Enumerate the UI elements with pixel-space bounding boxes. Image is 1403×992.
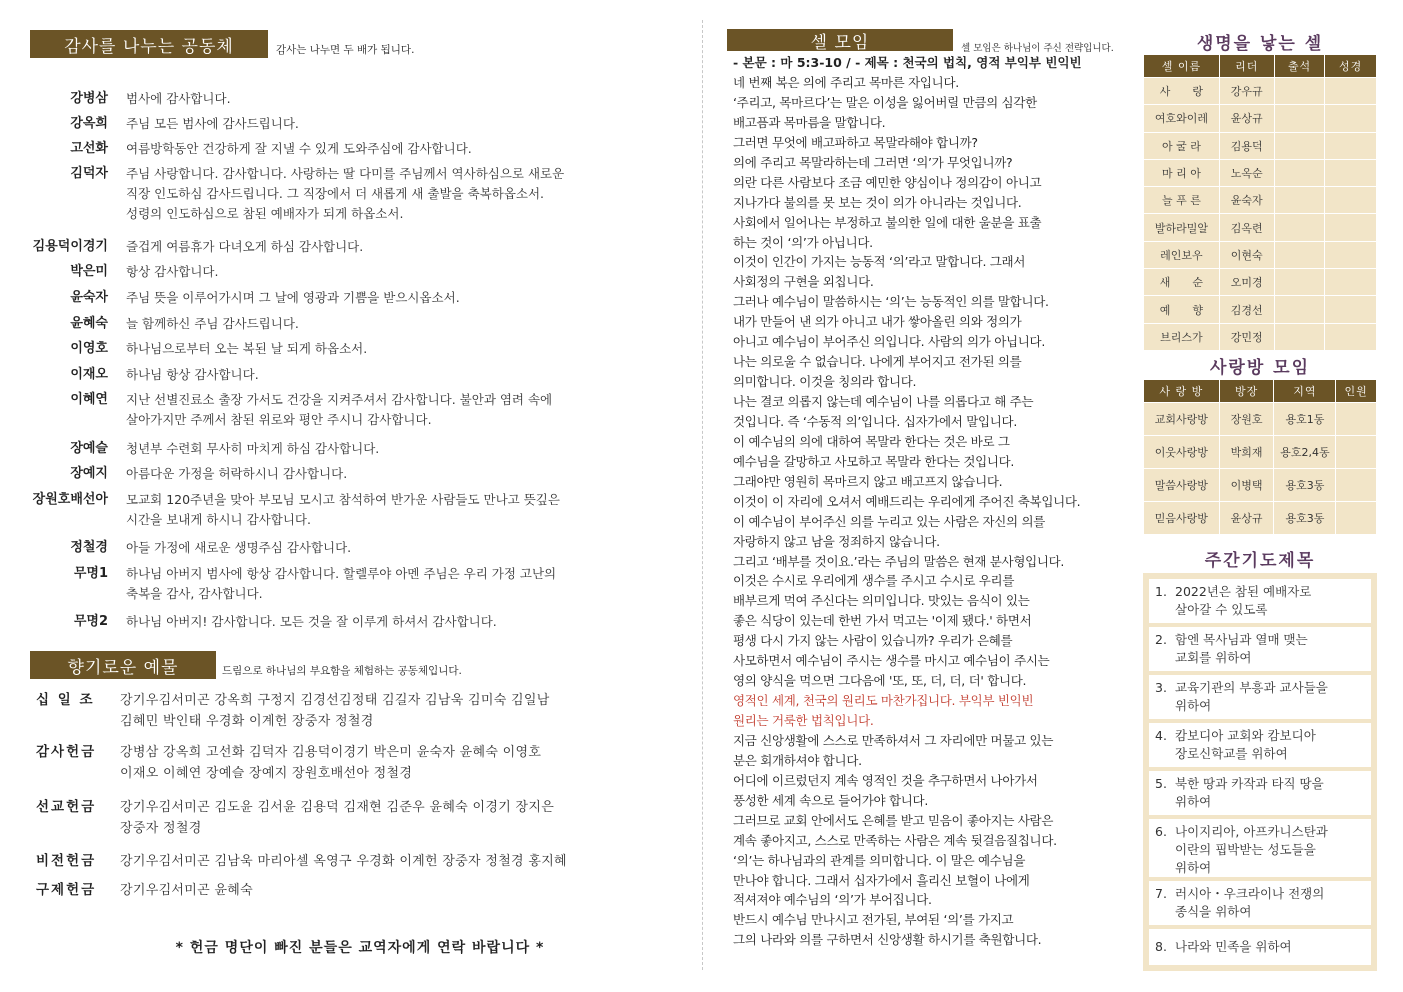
cell-bible bbox=[1325, 132, 1377, 159]
thanks-note: 감사는 나누면 두 배가 됩니다. bbox=[276, 44, 415, 56]
sermon-line: 적셔져야 예수님의 ‘의’가 부어집니다. bbox=[733, 892, 932, 908]
thanks-text: 하나님으로부터 오는 복된 날 되게 하옵소서. bbox=[126, 341, 368, 356]
room-count bbox=[1336, 469, 1377, 502]
prayer-number: 7. bbox=[1155, 886, 1167, 901]
thanks-entry bbox=[30, 490, 670, 530]
room-name: 교회사랑방 bbox=[1144, 403, 1220, 436]
cell-section-title: 생명을 낳는 셀 bbox=[1196, 34, 1324, 54]
thanks-text: 늘 함께하신 주님 감사드립니다. bbox=[126, 316, 299, 331]
cell-leader: 오미경 bbox=[1219, 269, 1274, 296]
sermon-body bbox=[733, 73, 1137, 950]
thanks-header: 감사를 나누는 공동체 bbox=[30, 30, 268, 58]
thanks-entry bbox=[30, 612, 670, 632]
prayer-text: 교육기관의 부흥과 교사들을 위하여 bbox=[1175, 680, 1328, 713]
thanks-text: 하나님 아버지! 감사합니다. 모든 것을 잘 이루게 하셔서 감사합니다. bbox=[126, 614, 497, 629]
thanks-name: 이영호 bbox=[70, 341, 108, 356]
thanks-entry bbox=[30, 439, 670, 459]
room-host: 장원호 bbox=[1219, 403, 1274, 436]
sermon-line: 이것이 인간이 가지는 능동적 ‘의’라고 말합니다. 그래서 bbox=[733, 254, 1026, 270]
cell-table-row bbox=[1144, 187, 1377, 214]
offering-note: 드림으로 하나님의 부요함을 체험하는 공동체입니다. bbox=[222, 665, 462, 677]
thanks-text: 지난 선별진료소 출장 가서도 건강을 지켜주셔서 감사합니다. 불안과 염려 속에 살아가지만 주께서 참된 위로와 평안 주시니 감사합니다. bbox=[126, 392, 553, 427]
prayer-item bbox=[1149, 771, 1371, 815]
thanks-name: 이재오 bbox=[70, 367, 108, 382]
sermon-line: 사모하면서 예수님이 주시는 생수를 마시고 예수님이 주시는 bbox=[733, 653, 1050, 669]
cell-leader: 강민정 bbox=[1219, 323, 1274, 350]
offering-category: 선교헌금 bbox=[36, 799, 97, 815]
room-host: 이병택 bbox=[1219, 469, 1274, 502]
cell-leader: 노옥순 bbox=[1219, 159, 1274, 186]
cell-name: 여호와이레 bbox=[1144, 105, 1220, 132]
cell-attendance bbox=[1274, 132, 1325, 159]
cell-attendance bbox=[1274, 214, 1325, 241]
room-area: 용호2,4동 bbox=[1274, 436, 1336, 469]
thanks-name: 정철경 bbox=[70, 540, 108, 555]
cell-table-row bbox=[1144, 105, 1377, 132]
prayer-item bbox=[1149, 675, 1371, 719]
sermon-line: 의에 주리고 목말라하는데 그러면 ‘의’가 무엇입니까? bbox=[733, 154, 1013, 170]
thanks-entry bbox=[30, 564, 670, 604]
cell-name: 마 리 아 bbox=[1144, 159, 1220, 186]
room-table-header: 인원 bbox=[1336, 380, 1377, 403]
prayer-text: 나이지리아, 아프카니스탄과 이란의 핍박받는 성도들을 위하여 bbox=[1175, 824, 1328, 875]
cell-bible bbox=[1325, 78, 1377, 105]
prayer-text: 나라와 민족을 위하여 bbox=[1175, 939, 1292, 954]
offering-category: 십 일 조 bbox=[36, 692, 95, 708]
cell-leader: 강우규 bbox=[1219, 78, 1274, 105]
thanks-entry bbox=[30, 139, 670, 159]
thanks-text: 아들 가정에 새로운 생명주심 감사합니다. bbox=[126, 540, 352, 555]
sermon-line: 그래야만 영원히 목마르지 않고 배고프지 않습니다. bbox=[733, 473, 1003, 489]
thanks-entry bbox=[30, 464, 670, 484]
cell-table-row bbox=[1144, 323, 1377, 350]
thanks-name: 김용덕이경기 bbox=[32, 239, 108, 254]
cell-table-header: 출석 bbox=[1274, 55, 1325, 78]
thanks-entry bbox=[30, 538, 670, 558]
room-section-title: 사랑방 모임 bbox=[1209, 358, 1311, 378]
offering-names: 강기우김서미곤 강옥희 구정지 김경선김정태 김길자 김남욱 김미숙 김일남 김혜민 박인태 우경화 이계헌 장중자 정철경 bbox=[120, 693, 550, 729]
cell-leader: 김옥련 bbox=[1219, 214, 1274, 241]
prayer-item bbox=[1149, 929, 1371, 965]
room-table-row bbox=[1144, 403, 1377, 436]
cell-leader: 김용덕 bbox=[1219, 132, 1274, 159]
thanks-entry bbox=[30, 237, 670, 257]
thanks-entry bbox=[30, 114, 670, 134]
thanks-name: 무명1 bbox=[73, 566, 108, 581]
cell-name: 발하라밀알 bbox=[1144, 214, 1220, 241]
cell-table-row bbox=[1144, 132, 1377, 159]
sermon-line: 좋은 식당이 있는데 한번 가서 먹고는 '이제 됐다.' 하면서 bbox=[733, 613, 1032, 629]
sermon-line: 사회에서 일어나는 부정하고 불의한 일에 대한 울분을 표출 bbox=[733, 214, 1042, 230]
thanks-name: 윤숙자 bbox=[70, 290, 108, 305]
thanks-text: 즐겁게 여름휴가 다녀오게 하심 감사합니다. bbox=[126, 239, 364, 254]
prayer-box bbox=[1143, 573, 1377, 971]
cell-attendance bbox=[1274, 323, 1325, 350]
prayer-text: 북한 땅과 카작과 타직 땅을 위하여 bbox=[1175, 776, 1324, 809]
thanks-text: 주님 뜻을 이루어가시며 그 날에 영광과 기쁨을 받으시옵소서. bbox=[126, 290, 460, 305]
room-table bbox=[1143, 379, 1377, 535]
thanks-entry bbox=[30, 164, 670, 224]
thanks-text: 청년부 수련회 무사히 마치게 하심 감사합니다. bbox=[126, 441, 380, 456]
room-area: 용호1동 bbox=[1274, 403, 1336, 436]
thanks-entry bbox=[30, 365, 670, 385]
sermon-line: 영의 양식을 먹으면 그다음에 '또, 또, 더, 더, 더' 합니다. bbox=[733, 673, 1027, 689]
room-name: 이웃사랑방 bbox=[1144, 436, 1220, 469]
cell-leader: 윤숙자 bbox=[1219, 187, 1274, 214]
sermon-line: 아니고 예수님이 부어주신 의입니다. 사람의 의가 아닙니다. bbox=[733, 334, 1045, 350]
cell-table-row bbox=[1144, 269, 1377, 296]
prayer-number: 2. bbox=[1155, 632, 1167, 647]
thanks-name: 박은미 bbox=[70, 264, 108, 279]
cell-table-header: 성경 bbox=[1325, 55, 1377, 78]
sermon-line: 것입니다. 즉 ‘수동적 의’입니다. 십자가에서 말입니다. bbox=[733, 413, 1018, 429]
offering-names: 강기우김서미곤 김도윤 김서윤 김용덕 김재현 김준우 윤혜숙 이경기 장지은 장중자 정철경 bbox=[120, 800, 555, 836]
thanks-entry bbox=[30, 89, 670, 109]
sermon-note: 셀 모임은 하나님이 주신 전략입니다. bbox=[961, 43, 1114, 54]
sermon-line: 나는 결코 의롭지 않는데 예수님이 나를 의롭다고 해 주는 bbox=[733, 394, 1034, 409]
thanks-name: 장원호배선아 bbox=[32, 492, 108, 507]
room-count bbox=[1336, 436, 1377, 469]
thanks-text: 주님 사랑합니다. 감사합니다. 사랑하는 딸 다미를 주님께서 역사하심으로 새로운 직장 인도하심 감사드립니다. 그 직장에서 더 새롭게 새 출발을 축복하옵소서. 성령의 인도하심으로 참된 예배자가 되게 하옵소서. bbox=[126, 166, 565, 221]
thanks-entry bbox=[30, 262, 670, 282]
prayer-number: 3. bbox=[1155, 680, 1167, 695]
sermon-line: 그리고 ‘배부를 것이요.’라는 주님의 말씀은 현재 분사형입니다. bbox=[733, 553, 1065, 569]
thanks-text: 주님 모든 범사에 감사드립니다. bbox=[126, 116, 299, 131]
offering-names: 강기우김서미곤 김남욱 마리아셀 옥영구 우경화 이계헌 장중자 정철경 홍지혜 bbox=[120, 854, 567, 869]
cell-table-header: 리더 bbox=[1219, 55, 1274, 78]
sermon-line: 내가 만들어 낸 의가 아니고 내가 쌓아올린 의와 정의가 bbox=[733, 314, 1022, 330]
sermon-header: 셀 모임 bbox=[727, 29, 953, 51]
thanks-name: 이혜연 bbox=[70, 392, 108, 407]
prayer-number: 6. bbox=[1155, 824, 1167, 839]
cell-attendance bbox=[1274, 78, 1325, 105]
room-host: 박희재 bbox=[1219, 436, 1274, 469]
sermon-line: 지금 신앙생활에 스스로 만족하셔서 그 자리에만 머물고 있는 bbox=[733, 732, 1054, 748]
cell-name: 브리스가 bbox=[1144, 323, 1220, 350]
cell-bible bbox=[1325, 323, 1377, 350]
sermon-line: ‘의’는 하나님과의 관계를 의미합니다. 이 말은 예수님을 bbox=[733, 852, 1026, 868]
cell-table-row bbox=[1144, 296, 1377, 323]
room-table-header: 지역 bbox=[1274, 380, 1336, 403]
room-table-row bbox=[1144, 469, 1377, 502]
thanks-name: 강병삼 bbox=[70, 91, 108, 106]
cell-bible bbox=[1325, 269, 1377, 296]
sermon-line: 의미합니다. 이것을 칭의라 합니다. bbox=[733, 374, 917, 390]
offering-entry bbox=[36, 690, 676, 732]
cell-name: 예 향 bbox=[1144, 296, 1220, 323]
prayer-text: 러시아・우크라이나 전쟁의 종식을 위하여 bbox=[1175, 886, 1325, 919]
sermon-line: 그러면 무엇에 배고파하고 목말라해야 합니까? bbox=[733, 134, 978, 150]
cell-attendance bbox=[1274, 296, 1325, 323]
cell-name: 아 굴 라 bbox=[1144, 132, 1220, 159]
prayer-item bbox=[1149, 579, 1371, 623]
prayer-item bbox=[1149, 881, 1371, 925]
footer-note: * 헌금 명단이 빠진 분들은 교역자에게 연락 바랍니다 * bbox=[175, 940, 545, 956]
offering-header: 향기로운 예물 bbox=[30, 651, 216, 679]
thanks-name: 장예슬 bbox=[70, 441, 108, 456]
sermon-line: 자랑하지 않고 남을 정죄하지 않습니다. bbox=[733, 533, 940, 549]
sermon-line: ‘주리고, 목마르다’는 말은 이성을 잃어버릴 만큼의 심각한 bbox=[733, 94, 1037, 110]
offering-category: 구제헌금 bbox=[36, 882, 97, 898]
room-name: 말씀사랑방 bbox=[1144, 469, 1220, 502]
offering-names: 강병삼 강옥희 고선화 김덕자 김용덕이경기 박은미 윤숙자 윤혜숙 이영호 이재오 이혜연 장예슬 장예지 장원호배선아 정철경 bbox=[120, 745, 542, 781]
cell-attendance bbox=[1274, 269, 1325, 296]
thanks-text: 하나님 아버지 범사에 항상 감사합니다. 할렐루야 아멘 주님은 우리 가정 고난의 축복을 감사, 감사합니다. bbox=[126, 566, 557, 601]
cell-attendance bbox=[1274, 105, 1325, 132]
room-name: 믿음사랑방 bbox=[1144, 502, 1220, 535]
cell-table-row bbox=[1144, 78, 1377, 105]
cell-bible bbox=[1325, 214, 1377, 241]
prayer-text: 캄보디아 교회와 캄보디아 장로신학교를 위하여 bbox=[1175, 728, 1316, 761]
thanks-entry bbox=[30, 339, 670, 359]
thanks-text: 하나님 항상 감사합니다. bbox=[126, 367, 259, 382]
sermon-line: 영적인 세계, 천국의 원리도 마찬가집니다. 부익부 빈익빈 bbox=[733, 693, 1034, 709]
cell-bible bbox=[1325, 159, 1377, 186]
offering-entry bbox=[36, 880, 676, 901]
sermon-line: 풍성한 세계 속으로 들어가야 합니다. bbox=[733, 792, 928, 808]
sermon-line: 이것이 이 자리에 오셔서 예배드리는 우리에게 주어진 축복입니다. bbox=[733, 493, 1081, 509]
thanks-text: 여름방학동안 건강하게 잘 지낼 수 있게 도와주심에 감사합니다. bbox=[126, 141, 472, 156]
sermon-line: 그러므로 교회 안에서도 은혜를 받고 믿음이 좋아지는 사람은 bbox=[733, 812, 1054, 828]
thanks-entry bbox=[30, 288, 670, 308]
cell-bible bbox=[1325, 241, 1377, 268]
offering-entry bbox=[36, 742, 676, 784]
cell-table-row bbox=[1144, 159, 1377, 186]
sermon-line: 하는 것이 ‘의’가 아닙니다. bbox=[733, 234, 873, 250]
cell-name: 사 랑 bbox=[1144, 78, 1220, 105]
sermon-line: 계속 좋아지고, 스스로 만족하는 사람은 계속 뒷걸음질칩니다. bbox=[733, 832, 1057, 848]
offering-entry bbox=[36, 851, 676, 872]
cell-bible bbox=[1325, 296, 1377, 323]
cell-leader: 이현숙 bbox=[1219, 241, 1274, 268]
thanks-text: 항상 감사합니다. bbox=[126, 264, 219, 279]
thanks-name: 무명2 bbox=[73, 614, 108, 629]
thanks-name: 윤혜숙 bbox=[70, 316, 108, 331]
cell-bible bbox=[1325, 105, 1377, 132]
prayer-item bbox=[1149, 819, 1371, 877]
sermon-line: 의란 다른 사람보다 조금 예민한 양심이나 정의감이 아니고 bbox=[733, 174, 1042, 190]
sermon-line: 배고픔과 목마름을 말합니다. bbox=[733, 114, 886, 130]
thanks-text: 아름다운 가정을 허락하시니 감사합니다. bbox=[126, 466, 348, 481]
prayer-number: 4. bbox=[1155, 728, 1167, 743]
sermon-line: 원리는 거룩한 법칙입니다. bbox=[733, 713, 874, 728]
sermon-line: 그의 나라와 의를 구하면서 신앙생활 하시기를 축원합니다. bbox=[733, 932, 1042, 948]
prayer-text: 2022년은 참된 예배자로 살아갈 수 있도록 bbox=[1175, 584, 1312, 617]
offering-category: 비전헌금 bbox=[36, 853, 97, 869]
thanks-name: 고선화 bbox=[70, 141, 108, 156]
cell-name: 레인보우 bbox=[1144, 241, 1220, 268]
prayer-number: 5. bbox=[1155, 776, 1167, 791]
sermon-line: 지나가다 불의를 못 보는 것이 의가 아니라는 것입니다. bbox=[733, 194, 1022, 210]
thanks-entry bbox=[30, 314, 670, 334]
sermon-line: 평생 다시 가지 않는 사람이 있습니까? 우리가 은혜를 bbox=[733, 633, 1013, 649]
page-fold-line bbox=[702, 20, 703, 970]
cell-attendance bbox=[1274, 187, 1325, 214]
cell-name: 새 순 bbox=[1144, 269, 1220, 296]
cell-bible bbox=[1325, 187, 1377, 214]
cell-attendance bbox=[1274, 241, 1325, 268]
cell-table-header: 셀 이름 bbox=[1144, 55, 1220, 78]
cell-table bbox=[1143, 54, 1377, 351]
prayer-number: 8. bbox=[1155, 939, 1167, 954]
sermon-line: 그러나 예수님이 말씀하시는 ‘의’는 능동적인 의를 말합니다. bbox=[733, 294, 1049, 310]
prayer-text: 함엔 목사님과 열매 맺는 교회를 위하여 bbox=[1175, 632, 1308, 665]
sermon-line: 배부르게 먹여 주신다는 의미입니다. 맛있는 음식이 있는 bbox=[733, 593, 1030, 609]
cell-leader: 김경선 bbox=[1219, 296, 1274, 323]
sermon-line: 나는 의로울 수 없습니다. 나에게 부어지고 전가된 의를 bbox=[733, 354, 1022, 370]
cell-leader: 윤상규 bbox=[1219, 105, 1274, 132]
room-host: 윤상규 bbox=[1219, 502, 1274, 535]
prayer-item bbox=[1149, 627, 1371, 671]
sermon-line: 사회정의 구현을 외칩니다. bbox=[733, 274, 874, 290]
room-count bbox=[1336, 502, 1377, 535]
sermon-line: 이 예수님이 부어주신 의를 누리고 있는 사람은 자신의 의를 bbox=[733, 513, 1045, 529]
offering-names: 강기우김서미곤 윤혜숙 bbox=[120, 883, 254, 898]
offering-category: 감사헌금 bbox=[36, 744, 97, 760]
sermon-line: 만나야 합니다. 그래서 십자가에서 흘리신 보혈이 나에게 bbox=[733, 872, 1030, 888]
room-table-row bbox=[1144, 502, 1377, 535]
room-area: 용호3동 bbox=[1274, 502, 1336, 535]
cell-table-row bbox=[1144, 241, 1377, 268]
sermon-line: 어디에 이르렀던지 계속 영적인 것을 추구하면서 나아가서 bbox=[733, 772, 1038, 788]
cell-attendance bbox=[1274, 159, 1325, 186]
sermon-line: 이 예수님의 의에 대하여 목말라 한다는 것은 바로 그 bbox=[733, 433, 1010, 449]
prayer-number: 1. bbox=[1155, 584, 1167, 599]
prayer-item bbox=[1149, 723, 1371, 767]
cell-name: 늘 푸 른 bbox=[1144, 187, 1220, 214]
sermon-line: 반드시 예수님 만나시고 전가된, 부여된 ‘의’를 가지고 bbox=[733, 912, 1014, 928]
cell-table-row bbox=[1144, 214, 1377, 241]
thanks-text: 범사에 감사합니다. bbox=[126, 91, 231, 106]
room-area: 용호3동 bbox=[1274, 469, 1336, 502]
thanks-name: 강옥희 bbox=[70, 116, 108, 131]
thanks-name: 장예지 bbox=[70, 466, 108, 481]
sermon-line: 예수님을 갈망하고 사모하고 목말라 한다는 것입니다. bbox=[733, 453, 1015, 469]
prayer-section-title: 주간기도제목 bbox=[1204, 551, 1316, 571]
room-count bbox=[1336, 403, 1377, 436]
room-table-header: 방장 bbox=[1219, 380, 1274, 403]
room-table-header: 사 랑 방 bbox=[1144, 380, 1220, 403]
thanks-name: 김덕자 bbox=[70, 166, 108, 181]
sermon-line: 분은 회개하셔야 합니다. bbox=[733, 752, 862, 768]
thanks-entry bbox=[30, 390, 670, 430]
sermon-line: 네 번째 복은 의에 주리고 목마른 자입니다. bbox=[733, 75, 959, 90]
offering-entry bbox=[36, 797, 676, 839]
sermon-title: - 본문 : 마 5:3-10 / - 제목 : 천국의 법칙, 영적 부익부 빈익빈 bbox=[733, 55, 1082, 70]
room-table-row bbox=[1144, 436, 1377, 469]
sermon-line: 이것은 수시로 우리에게 생수를 주시고 수시로 우리를 bbox=[733, 573, 1015, 589]
thanks-text: 모교회 120주년을 맞아 부모님 모시고 참석하여 반가운 사람들도 만나고 뜻깊은 시간을 보내게 하시니 감사합니다. bbox=[126, 492, 560, 527]
